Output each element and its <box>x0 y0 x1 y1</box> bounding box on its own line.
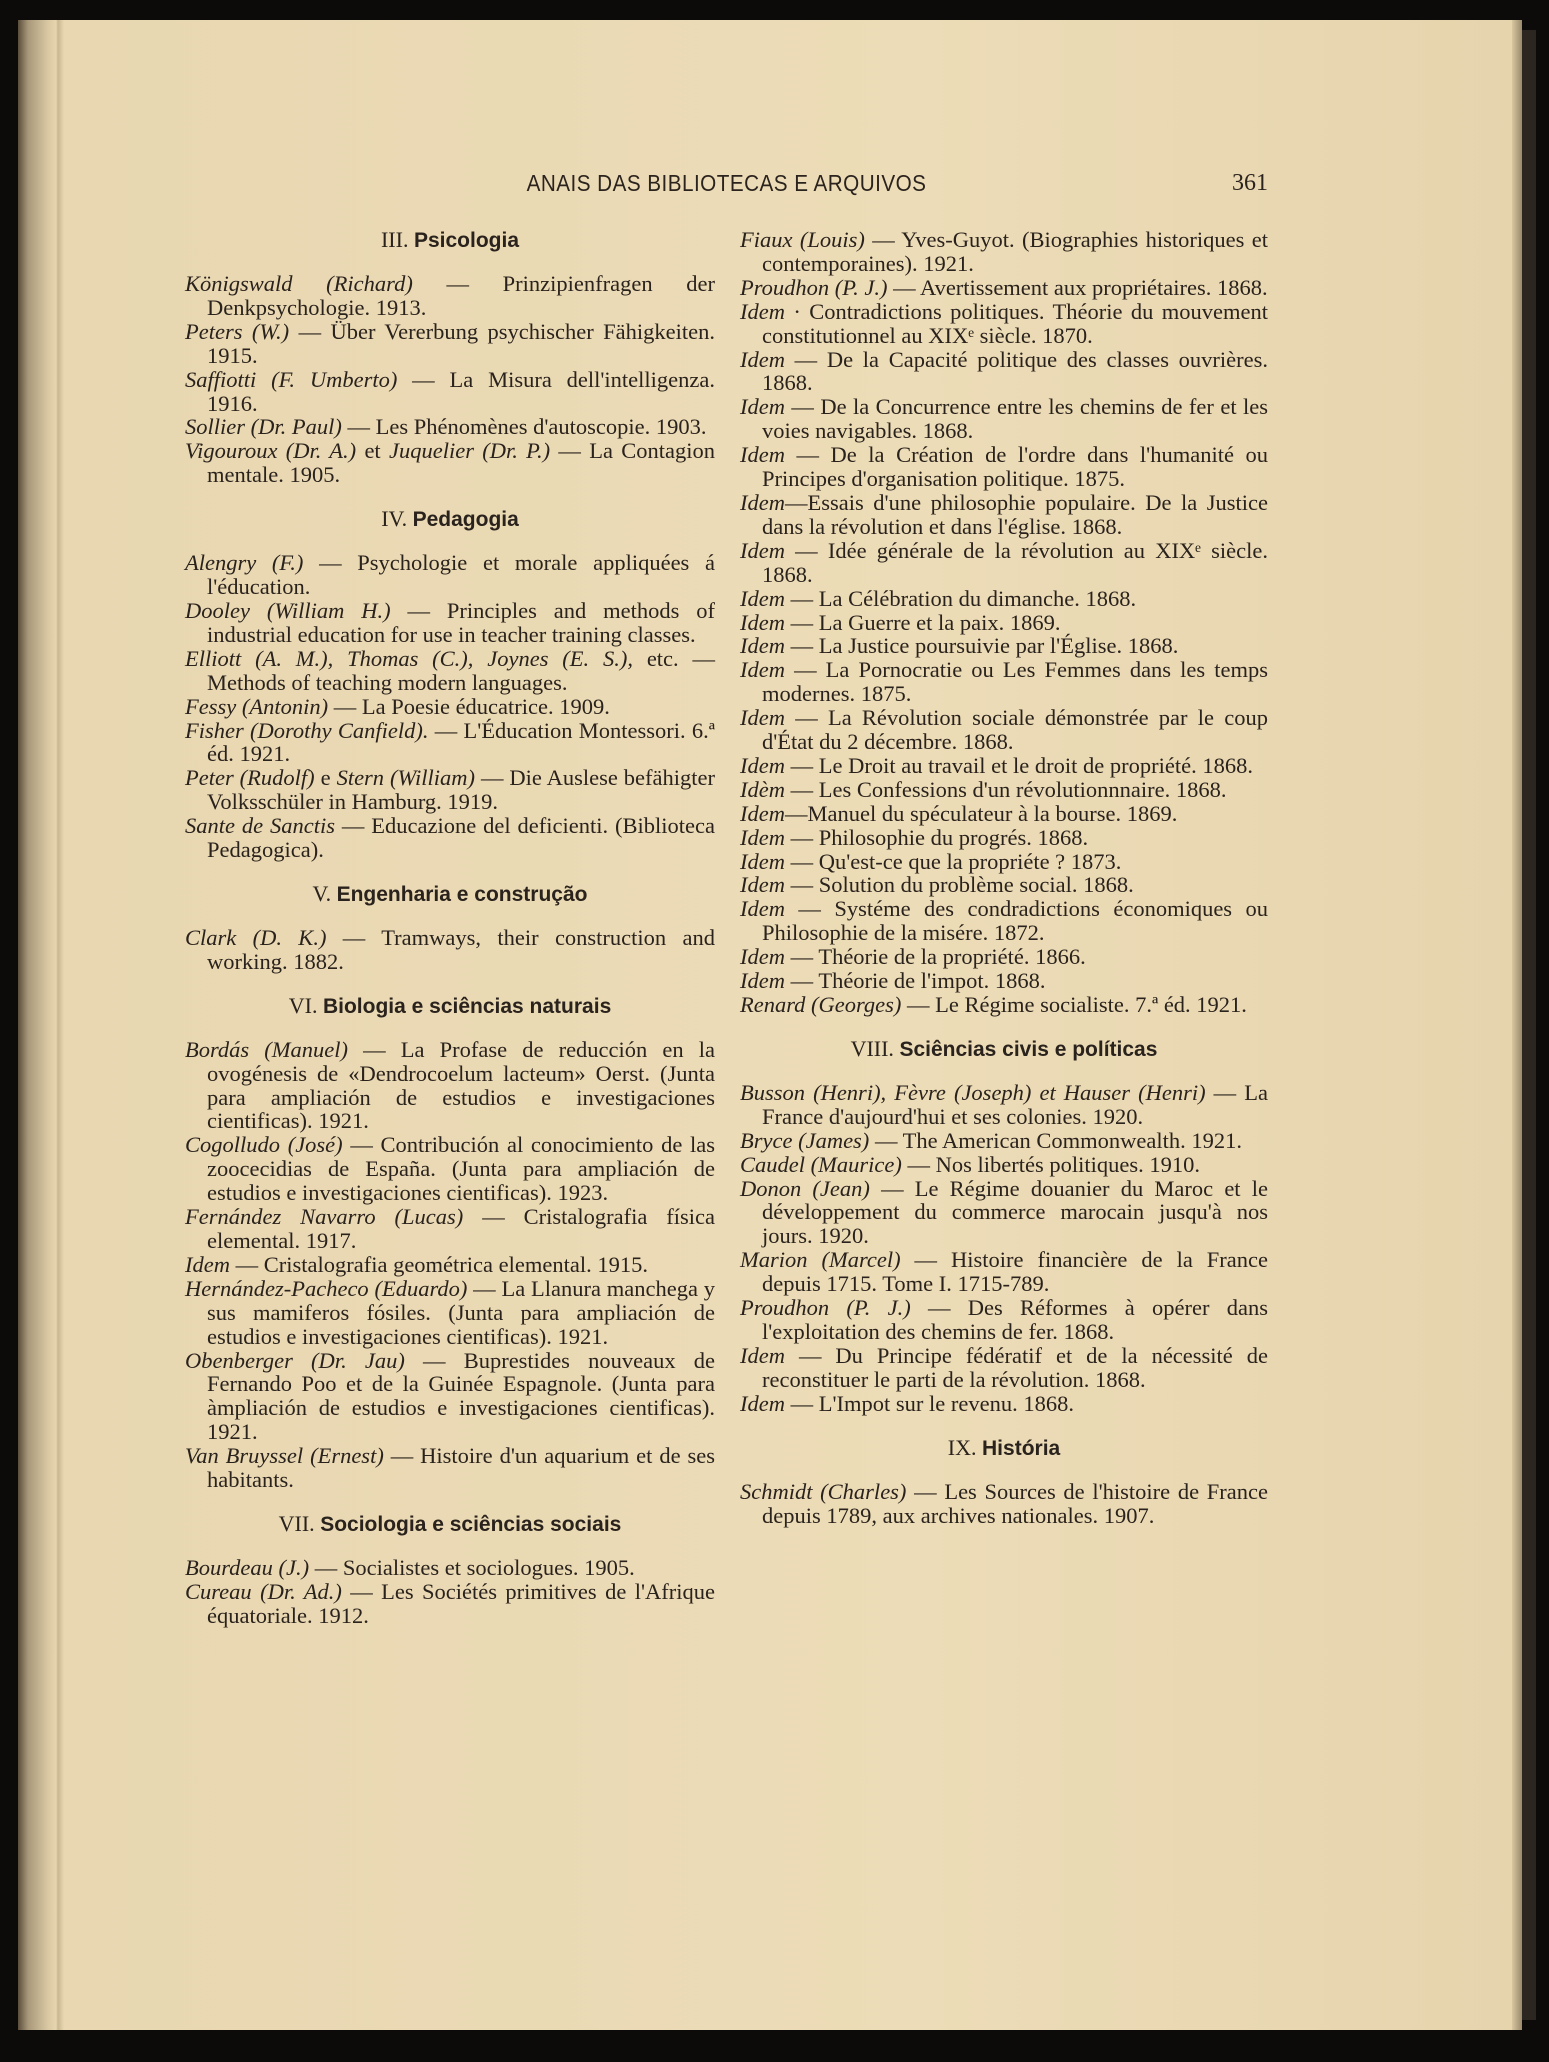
section-title: Pedagogia <box>412 508 519 532</box>
entry-text: — Les Sociétés primitives de l'Afrique équatoriale. 1912. <box>207 1578 716 1628</box>
entry-author: Idem <box>740 585 785 611</box>
entry-text: — Buprestides nouveaux de Fernando Poo et de la Guinée Espagnole. (Junta para àmpliación de estudios e investigaciones cientificas). 1921. <box>207 1347 715 1445</box>
entry-text: — Le Droit au travail et le droit de propriété. 1868. <box>784 752 1253 778</box>
section-title: História <box>982 1436 1061 1460</box>
bibliography-entry <box>185 719 715 767</box>
entry-text: — Idée générale de la révolution au XIXᵉ siècle. 1868. <box>762 537 1268 587</box>
bibliography-entry <box>740 802 1268 826</box>
entry-author: Bordás (Manuel) <box>185 1036 349 1062</box>
bibliography-entry <box>740 1081 1268 1129</box>
entry-text: etc. — Methods of teaching modern languages. <box>207 645 715 695</box>
bibliography-entry <box>740 443 1268 491</box>
entry-text: — Psychologie et morale appliquées á l'éducation. <box>207 550 716 600</box>
bibliography-entry <box>740 1296 1268 1344</box>
bibliography-entry <box>185 1038 715 1134</box>
bibliography-entry <box>740 993 1268 1017</box>
entry-text: — Cristalografia física elemental. 1917. <box>207 1204 715 1253</box>
entry-author: Idem <box>740 1342 785 1368</box>
bibliography-entry <box>740 1177 1268 1249</box>
entry-text: — Le Régime douanier du Maroc et le développement du commerce marocain jusqu'à nos jours. 1920. <box>762 1175 1268 1249</box>
entry-text: — La Poesie éducatrice. 1909. <box>328 693 610 719</box>
entry-author: Van Bruyssel (Ernest) <box>185 1443 384 1469</box>
entry-text: — The American Commonwealth. 1921. <box>869 1127 1242 1153</box>
entry-author: Schmidt (Charles) <box>740 1478 907 1504</box>
entry-author: Clark (D. K.) <box>185 924 327 950</box>
bibliography-entry <box>185 1444 715 1492</box>
entry-text: —Manuel du spéculateur à la bourse. 1869. <box>784 800 1178 826</box>
entry-author: Idèm <box>740 776 785 802</box>
section-title: Biologia e sciências naturais <box>322 994 612 1018</box>
bibliography-entry <box>185 320 715 368</box>
section-numeral: VIII. <box>850 1035 894 1061</box>
entry-text: — Die Auslese befähigter Volksschüler in Hamburg. 1919. <box>207 765 715 815</box>
bibliography-entry <box>185 599 715 647</box>
entry-author: Idem <box>185 1251 230 1277</box>
bibliography-entry <box>185 1556 715 1580</box>
bibliography-entry <box>740 1153 1268 1177</box>
entry-text: — De la Création de l'ordre dans l'humanité ou Principes d'organisation politique. 1875. <box>762 442 1268 492</box>
entry-author: Idem <box>740 489 785 515</box>
left-column <box>185 228 715 1628</box>
bibliography-entry <box>185 1580 715 1628</box>
bibliography-entry <box>740 1344 1268 1392</box>
entry-text: — Educazione del deficienti. (Biblioteca Pedagogica). <box>207 813 715 863</box>
entry-author: Idem <box>740 394 785 420</box>
bibliography-entry <box>185 439 715 487</box>
entry-author: Bourdeau (J.) <box>185 1554 310 1580</box>
section-numeral: III. <box>380 227 409 252</box>
entry-author: Peter (Rudolf) <box>185 765 315 791</box>
section-heading <box>185 882 715 907</box>
entry-author: Peters (W.) <box>185 318 290 344</box>
bibliography-entry <box>740 1480 1268 1528</box>
entry-text: — Les Confessions d'un révolutionnnaire. 1868. <box>784 776 1227 802</box>
entry-author: Idem <box>740 872 785 898</box>
section-title: Sociologia e sciências sociais <box>320 1512 622 1536</box>
entry-text: — De la Capacité politique des classes ouvrières. 1868. <box>762 346 1268 396</box>
bibliography-entry <box>185 1349 715 1445</box>
entry-author: Renard (Georges) <box>740 992 902 1017</box>
entry-author: Idem <box>740 705 785 731</box>
bibliography-entry <box>740 969 1268 993</box>
entry-author: Dooley (William H.) <box>185 597 391 623</box>
running-title: ANAIS DAS BIBLIOTECAS E ARQUIVOS <box>526 170 927 196</box>
entry-author: Saffiotti (F. Umberto) <box>185 366 398 392</box>
entry-author: Proudhon (P. J.) <box>740 274 888 300</box>
bibliography-entry <box>740 706 1268 754</box>
entry-text: — La Misura dell'intelligenza. 1916. <box>207 366 716 416</box>
entry-author: Idem <box>740 824 785 850</box>
entry-author: Sante de Sanctis <box>185 813 336 839</box>
entry-text: — Nos libertés politiques. 1910. <box>901 1151 1200 1177</box>
section-title: Sciências civis e políticas <box>899 1037 1158 1061</box>
section-heading <box>740 1037 1268 1062</box>
entry-text: — La France d'aujourd'hui et ses colonies. 1920. <box>762 1079 1268 1129</box>
bibliography-entry <box>740 873 1268 897</box>
bibliography-entry <box>185 272 715 320</box>
entry-text: — La Célébration du dimanche. 1868. <box>784 585 1137 611</box>
entry-text: — De la Concurrence entre les chemins de fer et les voies navigables. 1868. <box>762 394 1268 444</box>
entry-text: — Systéme des condradictions économiques ou Philosophie de la misére. 1872. <box>762 896 1268 946</box>
entry-author: Königswald (Richard) <box>185 271 413 296</box>
entry-text: —Essais d'une philosophie populaire. De la Justice dans la révolution et dans l'église. 1868. <box>762 489 1268 539</box>
bibliography-entry <box>740 587 1268 611</box>
entry-text: — La Guerre et la paix. 1869. <box>784 609 1061 635</box>
entry-author: Idem <box>740 609 785 635</box>
bibliography-entry <box>185 926 715 974</box>
entry-author: Idem <box>740 537 785 563</box>
entry-author: Proudhon (P. J.) <box>740 1295 911 1321</box>
bibliography-entry <box>740 1392 1268 1416</box>
entry-author: Idem <box>740 442 785 468</box>
entry-text: — Prinzipienfragen der Denkpsychologie. 1913. <box>207 271 715 320</box>
entry-text: — Qu'est-ce que la propriéte ? 1873. <box>784 848 1122 874</box>
bibliography-entry <box>740 491 1268 539</box>
section-title: Engenharia e construção <box>336 882 588 906</box>
page-edge <box>1512 20 1522 2030</box>
section-numeral: VI. <box>288 992 318 1018</box>
entry-text: — Des Réformes à opérer dans l'exploitation des chemins de fer. 1868. <box>762 1295 1268 1344</box>
entry-text: — Avertissement aux propriétaires. 1868. <box>887 274 1268 300</box>
entry-text: — Le Régime socialiste. 7.ª éd. 1921. <box>901 992 1247 1017</box>
entry-author: Idem <box>740 848 785 874</box>
page-number: 361 <box>1232 170 1268 196</box>
entry-author: Idem <box>740 752 785 778</box>
entry-author: Obenberger (Dr. Jau) <box>185 1347 405 1373</box>
bibliography-entry <box>185 766 715 814</box>
bibliography-entry <box>740 539 1268 587</box>
bibliography-entry <box>740 395 1268 443</box>
entry-text: — La Contagion mentale. 1905. <box>207 438 715 488</box>
entry-author: Fiaux (Louis) <box>740 227 865 252</box>
entry-author: Idem <box>740 944 785 970</box>
bibliography-entry <box>185 1253 715 1277</box>
entry-author: Fisher (Dorothy Canfield). <box>185 717 429 743</box>
entry-text: — L'Impot sur le revenu. 1868. <box>784 1390 1074 1416</box>
entry-text: — La Llanura manchega y sus mamiferos fósiles. (Junta para ampliación de estudios e investigaciones cientificas). 1921. <box>207 1275 716 1349</box>
bibliography-entry <box>185 415 715 439</box>
bibliography-entry <box>740 778 1268 802</box>
bibliography-entry <box>740 754 1268 778</box>
entry-text: — Yves-Guyot. (Biographies historiques et contemporaines). 1921. <box>762 227 1268 276</box>
entry-author: Donon (Jean) <box>740 1175 870 1201</box>
entry-text: — Théorie de la propriété. 1866. <box>784 944 1086 970</box>
entry-author: Cogolludo (José) <box>185 1132 343 1158</box>
running-header <box>185 170 1268 200</box>
entry-text: — La Révolution sociale démonstrée par le coup d'État du 2 décembre. 1868. <box>762 705 1268 755</box>
entry-text: — La Pornocratie ou Les Femmes dans les temps modernes. 1875. <box>762 657 1268 707</box>
bibliography-entry <box>185 647 715 695</box>
section-numeral: VII. <box>278 1510 315 1536</box>
entry-author: Alengry (F.) <box>185 550 304 576</box>
entry-author: Marion (Marcel) <box>740 1247 901 1273</box>
bibliography-entry <box>185 551 715 599</box>
section-title: Psicologia <box>413 229 519 252</box>
entry-text: — Cristalografia geométrica elemental. 1915. <box>229 1251 648 1277</box>
entry-author: Busson (Henri), Fèvre (Joseph) et Hauser (Henri) <box>740 1079 1206 1105</box>
entry-author: Caudel (Maurice) <box>740 1151 902 1177</box>
entry-text: — L'Éducation Montessori. 6.ª éd. 1921. <box>207 717 715 767</box>
entry-text: — Über Vererbung psychischer Fähigkeiten. 1915. <box>207 318 715 368</box>
bibliography-entry <box>740 634 1268 658</box>
entry-text: — Solution du problème social. 1868. <box>784 872 1134 898</box>
entry-text: — Philosophie du progrés. 1868. <box>784 824 1089 850</box>
bibliography-entry <box>185 1133 715 1205</box>
entry-text: — La Profase de reducción en la ovogénesis de «Dendrocoelum lacteum» Oerst. (Junta para ampliación de estudios e investigaciones cientificas). 1921. <box>207 1036 715 1134</box>
bibliography-entry <box>185 695 715 719</box>
bibliography-entry <box>740 276 1268 300</box>
entry-author: Sollier (Dr. Paul) <box>185 414 342 440</box>
bibliography-entry <box>740 945 1268 969</box>
section-numeral: V. <box>312 880 332 906</box>
entry-text: — Du Principe fédératif et de la nécessité de reconstituer le parti de la révolution. 1868. <box>762 1342 1268 1392</box>
entry-text: — Histoire financière de la France depuis 1715. Tome I. 1715-789. <box>762 1247 1268 1297</box>
bibliography-entry <box>740 897 1268 945</box>
bibliography-entry <box>740 348 1268 396</box>
section-heading <box>185 228 715 253</box>
entry-author: Idem <box>740 633 785 659</box>
entry-text: e <box>314 765 337 791</box>
entry-text: — Principles and methods of industrial education for use in teacher training classes. <box>207 597 715 647</box>
entry-text: — Les Phénomènes d'autoscopie. 1903. <box>341 414 707 440</box>
entry-text: — Histoire d'un aquarium et de ses habitants. <box>207 1443 715 1493</box>
entry-author: Idem <box>740 657 785 683</box>
bibliography-entry <box>740 300 1268 348</box>
entry-author: Idem <box>740 1390 785 1416</box>
entry-author: Idem <box>740 968 785 994</box>
entry-text: — La Justice poursuivie par l'Église. 1868. <box>784 633 1179 659</box>
bibliography-entry <box>740 826 1268 850</box>
entry-text: — Tramways, their construction and working. 1882. <box>207 924 715 974</box>
entry-text: — Contribución al conocimiento de las zoocecidias de España. (Junta para ampliación de estudios e investigaciones cientificas). 1923. <box>207 1132 715 1206</box>
entry-author: Juquelier (Dr. P.) <box>388 438 551 464</box>
entry-author: Idem <box>740 346 785 372</box>
section-heading <box>185 1512 715 1537</box>
entry-text: et <box>356 438 389 464</box>
entry-author: Fessy (Antonin) <box>185 693 329 719</box>
section-heading <box>740 1436 1268 1461</box>
bibliography-entry <box>185 368 715 416</box>
bibliography-entry <box>740 1129 1268 1153</box>
bibliography-entry <box>185 814 715 862</box>
bibliography-entry <box>185 1277 715 1349</box>
bibliography-entry <box>740 228 1268 276</box>
entry-text: — Théorie de l'impot. 1868. <box>784 968 1046 994</box>
entry-author: Bryce (James) <box>740 1127 870 1153</box>
entry-author: Hernández-Pacheco (Eduardo) <box>185 1275 468 1301</box>
page-edge-shadow <box>1522 30 1536 2020</box>
right-column <box>740 228 1268 1527</box>
section-heading <box>185 507 715 532</box>
section-numeral: IV. <box>381 506 408 532</box>
section-heading <box>185 994 715 1019</box>
entry-author: Idem <box>740 298 785 324</box>
bibliography-entry <box>740 658 1268 706</box>
entry-text: — Les Sources de l'histoire de France depuis 1789, aux archives nationales. 1907. <box>762 1478 1268 1528</box>
bibliography-entry <box>740 850 1268 874</box>
bibliography-entry <box>740 1248 1268 1296</box>
bibliography-entry <box>185 1205 715 1253</box>
entry-author: Idem <box>740 896 785 922</box>
entry-author: Stern (William) <box>336 765 475 791</box>
entry-author: Fernández Navarro (Lucas) <box>185 1204 464 1230</box>
entry-author: Cureau (Dr. Ad.) <box>185 1578 342 1604</box>
entry-author: Vigouroux (Dr. A.) <box>185 438 357 464</box>
entry-author: Elliott (A. M.), Thomas (C.), Joynes (E. S.), <box>185 645 633 671</box>
section-numeral: IX. <box>947 1434 977 1460</box>
entry-text: — Socialistes et sociologues. 1905. <box>309 1554 635 1580</box>
entry-author: Idem <box>740 800 785 826</box>
entry-text: · Contradictions politiques. Théorie du mouvement constitutionnel au XIXᵉ siècle. 1870. <box>762 298 1268 348</box>
bibliography-entry <box>740 611 1268 635</box>
